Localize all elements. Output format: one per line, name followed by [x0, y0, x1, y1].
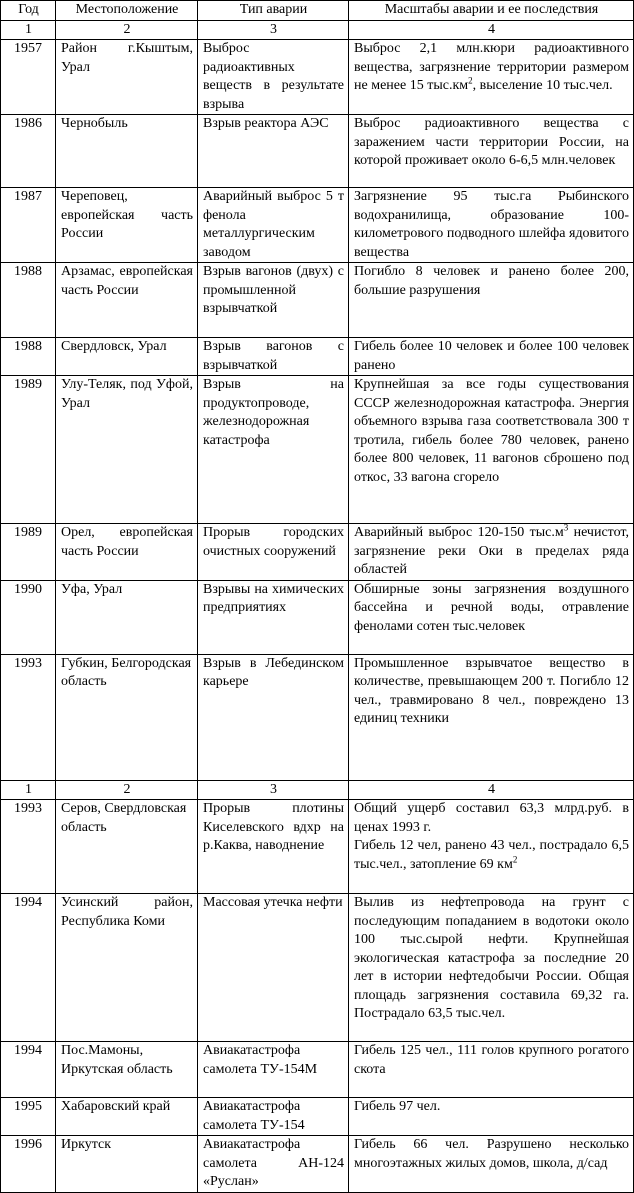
- consequences-text-2: [354, 837, 629, 874]
- consequences-cell: Загрязнение 95 тыс.га Рыбинского водохранилища, образование 100-километрового подводного шлейфа ядовитого вещества: [349, 188, 634, 263]
- column-number: 4: [349, 20, 634, 40]
- location-cell: Пос.Мамоны, Иркутская область: [56, 1042, 198, 1098]
- type-cell: Взрыв вагонов с взрывчаткой: [198, 338, 349, 376]
- year-cell: 1996: [1, 1136, 56, 1193]
- consequences-cell: [349, 800, 634, 894]
- table-row: [1, 580, 634, 654]
- column-number-row: [1, 780, 634, 800]
- type-cell: Авиакатастрофа самолета ТУ-154: [198, 1098, 349, 1136]
- location-cell: Арзамас, европейская часть России: [56, 263, 198, 338]
- header-location: Местоположение: [56, 1, 198, 21]
- table-row: [1, 894, 634, 1042]
- year-cell: 1995: [1, 1098, 56, 1136]
- consequences-text-tail: , выселение 10 тыс.чел.: [472, 78, 613, 93]
- type-cell: Авиакатастрофа самолета ТУ-154М: [198, 1042, 349, 1098]
- column-number-row: [1, 20, 634, 40]
- type-cell: Взрыв реактора АЭС: [198, 115, 349, 188]
- location-cell: Серов, Свердловская область: [56, 800, 198, 894]
- consequences-text-tail: нечистот, загрязнение реки Оки в пределах ряда областей: [354, 525, 629, 577]
- type-cell: Авиакатастрофа самолета АН-124 «Руслан»: [198, 1136, 349, 1193]
- location-cell: Орел, европейская часть России: [56, 524, 198, 581]
- year-cell: 1993: [1, 800, 56, 894]
- table-row: [1, 376, 634, 524]
- header-consequences: Масштабы аварии и ее последствия: [349, 1, 634, 21]
- consequences-cell: Обширные зоны загрязнения воздушного бассейна и речной воды, отравление фенолами сотен тыс.человек: [349, 580, 634, 654]
- header-year: Год: [1, 1, 56, 21]
- column-number: 2: [56, 20, 198, 40]
- column-number: 3: [198, 20, 349, 40]
- consequences-cell: Гибель более 10 человек и более 100 человек ранено: [349, 338, 634, 376]
- consequences-cell: [349, 40, 634, 115]
- table-row: [1, 1136, 634, 1193]
- consequences-cell: Гибель 125 чел., 111 голов крупного рогатого скота: [349, 1042, 634, 1098]
- type-cell: Взрыв вагонов (двух) с промышленной взрывчаткой: [198, 263, 349, 338]
- consequences-cell: Вылив из нефтепровода на грунт с последующим попаданием в водотоки около 100 тыс.сырой нефти. Крупнейшая экологическая катастрофа за последние 20 лет в истории нефтедобычи России. Общая площадь загрязнения составила 69,32 га. Пострадало 63,5 тыс.чел.: [349, 894, 634, 1042]
- location-cell: Усинский район, Республика Коми: [56, 894, 198, 1042]
- consequences-text-2-body: Гибель 12 чел, ранено 43 чел., пострадало 6,5 тыс.чел., затопление 69 км: [354, 838, 629, 872]
- column-number: 1: [1, 20, 56, 40]
- table-row: [1, 338, 634, 376]
- location-cell: Чернобыль: [56, 115, 198, 188]
- table-row: [1, 1042, 634, 1098]
- table-header-row: [1, 1, 634, 21]
- column-number: 2: [56, 780, 198, 800]
- table-row: [1, 654, 634, 780]
- type-cell: Взрыв на продуктопроводе, железнодорожная катастрофа: [198, 376, 349, 524]
- table-row: [1, 40, 634, 115]
- consequences-cell: Гибель 66 чел. Разрушено несколько многоэтажных жилых домов, школа, д/сад: [349, 1136, 634, 1193]
- year-cell: 1957: [1, 40, 56, 115]
- consequences-text: Общий ущерб составил 63,3 млрд.руб. в ценах 1993 г.: [354, 801, 629, 835]
- type-cell: Выброс радиоактивных веществ в результате взрыва: [198, 40, 349, 115]
- year-cell: 1987: [1, 188, 56, 263]
- type-cell: Взрывы на химических предприятиях: [198, 580, 349, 654]
- year-cell: 1988: [1, 263, 56, 338]
- type-cell: Аварийный выброс 5 т фенола металлургическим заводом: [198, 188, 349, 263]
- type-cell: Прорыв плотины Киселевского вдхр на р.Каква, наводнение: [198, 800, 349, 894]
- column-number: 3: [198, 780, 349, 800]
- table-row: [1, 1098, 634, 1136]
- consequences-cell: Выброс радиоактивного вещества с заражением части территории России, на которой проживает около 6-6,5 млн.человек: [349, 115, 634, 188]
- consequences-cell: [349, 524, 634, 581]
- superscript: 2: [512, 853, 518, 864]
- type-cell: Массовая утечка нефти: [198, 894, 349, 1042]
- consequences-cell: Крупнейшая за все годы существования СССР железнодорожная катастрофа. Энергия объемного взрыва газа соответствовала 300 т тротила, гибель более 780 человек, ранено более 800 человек, 11 вагонов сброшено под откос, 33 вагона сгорело: [349, 376, 634, 524]
- location-cell: Район г.Кыштым, Урал: [56, 40, 198, 115]
- year-cell: 1989: [1, 376, 56, 524]
- table-row: [1, 115, 634, 188]
- consequences-text: Аварийный выброс 120-150 тыс.м: [354, 525, 564, 540]
- year-cell: 1986: [1, 115, 56, 188]
- header-type: Тип аварии: [198, 1, 349, 21]
- location-cell: Череповец, европейская часть России: [56, 188, 198, 263]
- column-number: 4: [349, 780, 634, 800]
- location-cell: Улу-Теляк, под Уфой, Урал: [56, 376, 198, 524]
- location-cell: Уфа, Урал: [56, 580, 198, 654]
- year-cell: 1994: [1, 1042, 56, 1098]
- year-cell: 1989: [1, 524, 56, 581]
- consequences-cell: Погибло 8 человек и ранено более 200, большие разрушения: [349, 263, 634, 338]
- consequences-cell: Гибель 97 чел.: [349, 1098, 634, 1136]
- table-row: [1, 263, 634, 338]
- location-cell: Губкин, Белгородская область: [56, 654, 198, 780]
- superscript: 2: [468, 75, 473, 86]
- consequences-cell: Промышленное взрывчатое вещество в количестве, превышающем 200 т. Погибло 12 чел., травмировано 8 чел., повреждено 13 единиц техники: [349, 654, 634, 780]
- superscript: 3: [563, 523, 569, 533]
- type-cell: Прорыв городских очистных сооружений: [198, 524, 349, 581]
- column-number: 1: [1, 780, 56, 800]
- location-cell: Иркутск: [56, 1136, 198, 1193]
- table-row: [1, 800, 634, 894]
- table-row: [1, 524, 634, 581]
- year-cell: 1993: [1, 654, 56, 780]
- consequences-text: Выброс 2,1 млн.кюри радиоактивного вещества, загрязнение территории размером не менее 15 тыс.км: [354, 41, 629, 93]
- year-cell: 1990: [1, 580, 56, 654]
- location-cell: Хабаровский край: [56, 1098, 198, 1136]
- table-row: [1, 188, 634, 263]
- year-cell: 1994: [1, 894, 56, 1042]
- location-cell: Свердловск, Урал: [56, 338, 198, 376]
- type-cell: Взрыв в Лебединском карьере: [198, 654, 349, 780]
- year-cell: 1988: [1, 338, 56, 376]
